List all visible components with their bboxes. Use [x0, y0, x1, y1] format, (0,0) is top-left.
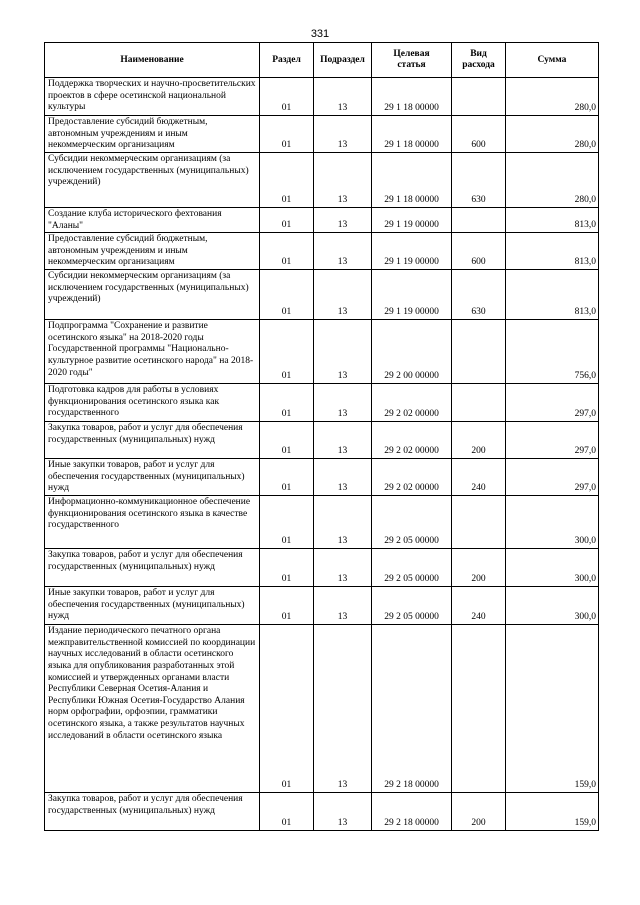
row-amount: 813,0 — [506, 208, 599, 233]
row-amount: 159,0 — [506, 793, 599, 831]
row-type — [452, 496, 506, 549]
header-expense-type: Вид расхода — [452, 43, 506, 78]
table-row — [45, 320, 599, 384]
row-subsection: 13 — [314, 496, 372, 549]
row-amount: 297,0 — [506, 459, 599, 496]
row-amount: 280,0 — [506, 78, 599, 116]
row-amount: 159,0 — [506, 625, 599, 793]
row-type: 630 — [452, 153, 506, 208]
row-target: 29 2 00 00000 — [372, 320, 452, 384]
row-subsection: 13 — [314, 422, 372, 459]
table-row — [45, 459, 599, 496]
row-name: Подготовка кадров для работы в условиях функционирования осетинского языка как государственного — [45, 384, 260, 422]
row-subsection: 13 — [314, 153, 372, 208]
row-section: 01 — [260, 496, 314, 549]
table-row — [45, 422, 599, 459]
budget-table — [44, 42, 599, 831]
table-header-row — [45, 43, 599, 78]
row-target: 29 2 02 00000 — [372, 459, 452, 496]
row-name: Издание периодического печатного органа межправительственной комиссией по координации научных исследований в области осетинского языка для опубликования разработанных этой комиссией и утвержденных органами власти Республики Северная Осетия-Алания и Республики Южная Осетия-Государство Алания норм орфографии, орфоэпии, грамматики осетинского языка, а также результатов научных исследований в области осетинского языка — [45, 625, 260, 793]
table-row — [45, 153, 599, 208]
row-amount: 280,0 — [506, 153, 599, 208]
table-row — [45, 384, 599, 422]
row-type: 200 — [452, 793, 506, 831]
row-type: 240 — [452, 459, 506, 496]
row-target: 29 1 19 00000 — [372, 270, 452, 320]
header-amount: Сумма — [506, 43, 599, 78]
row-subsection: 13 — [314, 459, 372, 496]
row-name: Предоставление субсидий бюджетным, автономным учреждениям и иным некоммерческим организациям — [45, 116, 260, 153]
table-row — [45, 116, 599, 153]
table-row — [45, 208, 599, 233]
row-subsection: 13 — [314, 270, 372, 320]
row-name: Закупка товаров, работ и услуг для обеспечения государственных (муниципальных) нужд — [45, 549, 260, 587]
table-row — [45, 233, 599, 270]
row-amount: 297,0 — [506, 384, 599, 422]
row-type: 600 — [452, 233, 506, 270]
table-row — [45, 793, 599, 831]
row-target: 29 2 18 00000 — [372, 625, 452, 793]
row-section: 01 — [260, 625, 314, 793]
row-target: 29 2 02 00000 — [372, 422, 452, 459]
row-type — [452, 208, 506, 233]
row-name: Субсидии некоммерческим организациям (за исключением государственных (муниципальных) учреждений) — [45, 270, 260, 320]
table-row — [45, 587, 599, 625]
row-name: Закупка товаров, работ и услуг для обеспечения государственных (муниципальных) нужд — [45, 422, 260, 459]
row-section: 01 — [260, 78, 314, 116]
row-target: 29 2 05 00000 — [372, 587, 452, 625]
row-amount: 813,0 — [506, 233, 599, 270]
row-section: 01 — [260, 549, 314, 587]
row-type: 600 — [452, 116, 506, 153]
row-subsection: 13 — [314, 320, 372, 384]
row-amount: 280,0 — [506, 116, 599, 153]
row-type: 200 — [452, 549, 506, 587]
row-type — [452, 78, 506, 116]
row-subsection: 13 — [314, 116, 372, 153]
row-section: 01 — [260, 422, 314, 459]
row-name: Иные закупки товаров, работ и услуг для обеспечения государственных (муниципальных) нужд — [45, 459, 260, 496]
row-section: 01 — [260, 233, 314, 270]
row-type: 200 — [452, 422, 506, 459]
row-target: 29 1 19 00000 — [372, 233, 452, 270]
table-row — [45, 270, 599, 320]
row-subsection: 13 — [314, 233, 372, 270]
row-section: 01 — [260, 793, 314, 831]
row-section: 01 — [260, 587, 314, 625]
header-target-article: Целевая статья — [372, 43, 452, 78]
row-section: 01 — [260, 459, 314, 496]
row-subsection: 13 — [314, 625, 372, 793]
row-target: 29 2 02 00000 — [372, 384, 452, 422]
row-name: Субсидии некоммерческим организациям (за исключением государственных (муниципальных) учреждений) — [45, 153, 260, 208]
row-amount: 756,0 — [506, 320, 599, 384]
row-subsection: 13 — [314, 793, 372, 831]
header-name: Наименование — [45, 43, 260, 78]
table-row — [45, 549, 599, 587]
row-subsection: 13 — [314, 208, 372, 233]
header-subsection: Подраздел — [314, 43, 372, 78]
row-type: 240 — [452, 587, 506, 625]
row-subsection: 13 — [314, 549, 372, 587]
row-amount: 300,0 — [506, 496, 599, 549]
row-type — [452, 320, 506, 384]
row-amount: 297,0 — [506, 422, 599, 459]
table-row — [45, 496, 599, 549]
row-target: 29 1 19 00000 — [372, 208, 452, 233]
row-name: Закупка товаров, работ и услуг для обеспечения государственных (муниципальных) нужд — [45, 793, 260, 831]
row-target: 29 1 18 00000 — [372, 78, 452, 116]
row-target: 29 1 18 00000 — [372, 153, 452, 208]
row-name: Создание клуба исторического фехтования "Аланы" — [45, 208, 260, 233]
row-section: 01 — [260, 153, 314, 208]
row-name: Поддержка творческих и научно-просветительских проектов в сфере осетинской национальной культуры — [45, 78, 260, 116]
row-type — [452, 625, 506, 793]
row-section: 01 — [260, 384, 314, 422]
row-type: 630 — [452, 270, 506, 320]
row-section: 01 — [260, 320, 314, 384]
row-amount: 300,0 — [506, 587, 599, 625]
row-amount: 813,0 — [506, 270, 599, 320]
row-target: 29 1 18 00000 — [372, 116, 452, 153]
row-type — [452, 384, 506, 422]
table-row — [45, 78, 599, 116]
header-section: Раздел — [260, 43, 314, 78]
row-name: Подпрограмма "Сохранение и развитие осетинского языка" на 2018-2020 годы Государственной программы "Национально-культурное развитие осетинского народа" на 2018-2020 годы" — [45, 320, 260, 384]
row-amount: 300,0 — [506, 549, 599, 587]
row-name: Информационно-коммуникационное обеспечение функционирования осетинского языка в качестве государственного — [45, 496, 260, 549]
row-subsection: 13 — [314, 384, 372, 422]
row-subsection: 13 — [314, 78, 372, 116]
row-target: 29 2 05 00000 — [372, 549, 452, 587]
row-target: 29 2 05 00000 — [372, 496, 452, 549]
row-name: Иные закупки товаров, работ и услуг для обеспечения государственных (муниципальных) нужд — [45, 587, 260, 625]
row-name: Предоставление субсидий бюджетным, автономным учреждениям и иным некоммерческим организациям — [45, 233, 260, 270]
row-section: 01 — [260, 116, 314, 153]
page-number: 331 — [310, 28, 330, 40]
row-section: 01 — [260, 208, 314, 233]
row-target: 29 2 18 00000 — [372, 793, 452, 831]
table-row — [45, 625, 599, 793]
row-section: 01 — [260, 270, 314, 320]
row-subsection: 13 — [314, 587, 372, 625]
